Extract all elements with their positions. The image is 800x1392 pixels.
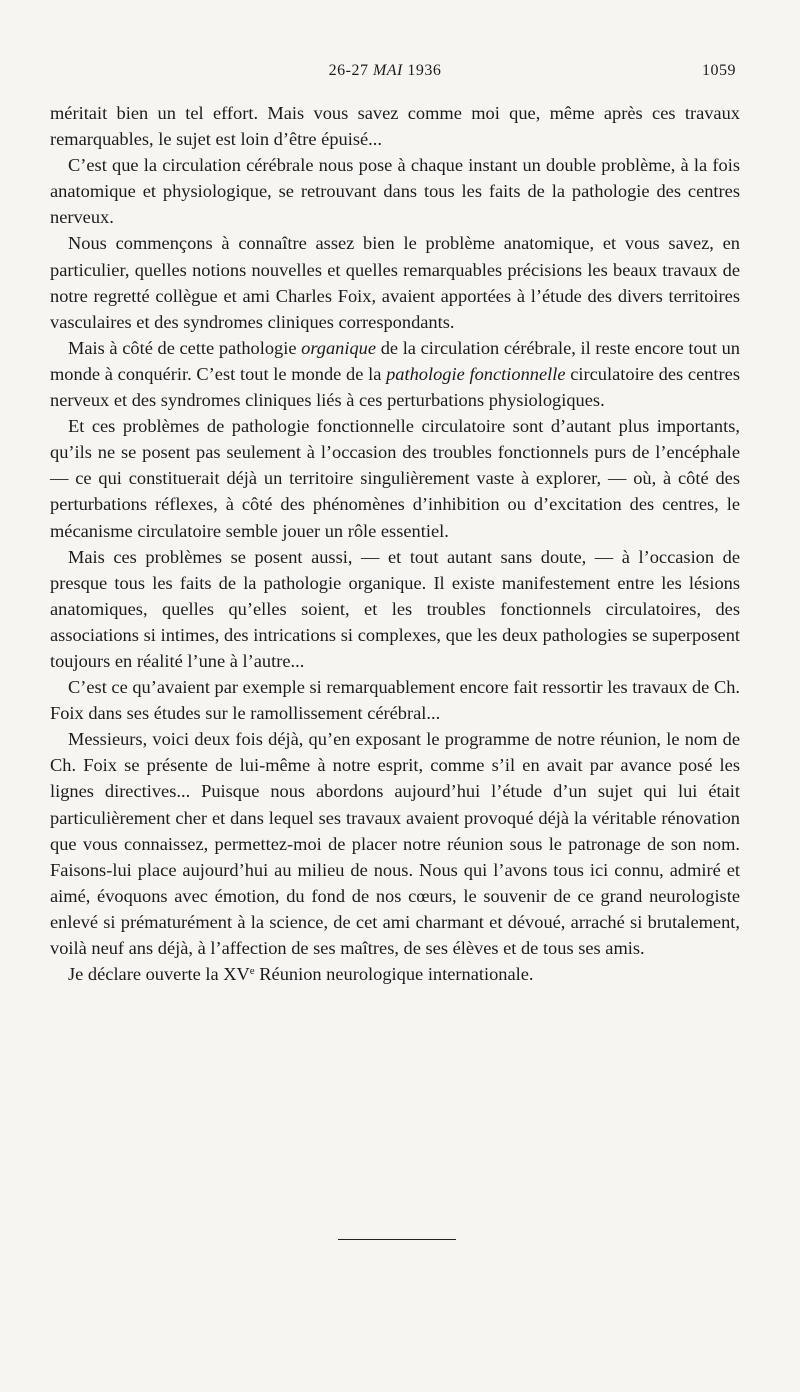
body-text [50,100,740,987]
superscript-e: e [249,965,255,978]
paragraph-8: Messieurs, voici deux fois déjà, qu’en exposant le programme de notre réunion, le nom de Ch. Foix se présente de lui-même à notre esprit, comme s’il en avait par avance posé les lignes directives... Puisque nous abordons aujourd’hui l’étude d’un sujet qui lui était particulièrement cher et dans lequel ses travaux avaient provoqué déjà la véritable rénovation que vous connaissez, permettez-moi de placer notre réunion sous le patronage de son nom. Faisons-lui place aujourd’hui au milieu de nous. Nous qui l’avons tous ici connu, admiré et aimé, évoquons avec émotion, du fond de nos cœurs, le souvenir de ce grand neurologiste enlevé si prématurément à la science, de cet ami charmant et dévoué, arraché si brutalement, voilà neuf ans déjà, à l’affection de ses maîtres, de ses élèves et de tous ses amis. [50,729,740,958]
paragraph-4-part-2: de la circulation cérébrale, il reste encore tout un monde à conquérir. C’est tout le monde de la [50,337,740,384]
paragraph-9 [50,961,740,987]
paragraph-4-italic-pathologie-fonctionnelle: pathologie fonctionnelle [386,363,566,384]
paragraph-9-part-1: Je déclare ouverte la XV [68,964,250,985]
paragraph-2: C’est que la circulation cérébrale nous pose à chaque instant un double problème, à la fois anatomique et physiologique, se retrouvant dans tous les faits de la pathologie des centres nerveux. [50,155,740,228]
closing-rule [338,1239,456,1240]
paragraph-4-part-1: Mais à côté de cette pathologie [68,337,302,358]
paragraph-4-italic-organique: organique [301,337,377,358]
paragraph-4-part-3: circulatoire des centres nerveux et des syndromes cliniques liés à ces perturbations physiologiques. [50,363,740,411]
paragraph-9-part-2: Réunion neurologique internationale. [254,964,534,985]
paragraph-6: Mais ces problèmes se posent aussi, — et tout autant sans doute, — à l’occasion de presque tous les faits de la pathologie organique. Il existe manifestement entre les lésions anatomiques, quelles qu’elles soient, et les troubles fonctionnels circulatoires, des associations si intimes, des intrications si complexes, que les deux pathologies se superposent toujours en réalité l’une à l’autre... [50,546,740,671]
paragraph-5: Et ces problèmes de pathologie fonctionnelle circulatoire sont d’autant plus importants, qu’ils ne se posent pas seulement à l’occasion des troubles fonctionnels purs de l’encéphale — ce qui constituerait déjà un territoire singulièrement vaste à explorer, — où, à côté des perturbations réflexes, à côté des phénomènes d’inhibition ou d’excitation des centres, le mécanisme circulatoire semble jouer un rôle essentiel. [50,416,740,541]
header-date-month: MAI [372,62,403,79]
paragraph-1: méritait bien un tel effort. Mais vous savez comme moi que, même après ces travaux remarquables, le sujet est loin d’être épuisé... [50,103,740,150]
header-date-year: 1936 [407,62,442,79]
running-header [0,62,800,86]
header-date-days: 26-27 [328,62,369,79]
header-date [0,62,770,80]
paragraph-4 [50,335,740,413]
page-number: 1059 [702,62,736,79]
paragraph-7: C’est ce qu’avaient par exemple si remarquablement encore fait ressortir les travaux de Ch. Foix dans ses études sur le ramollissement cérébral... [50,677,741,724]
paragraph-3: Nous commençons à connaître assez bien le problème anatomique, et vous savez, en particulier, quelles notions nouvelles et quelles remarquables précisions les beaux travaux de notre regretté collègue et ami Charles Foix, avaient apportées à l’étude des divers territoires vasculaires et des syndromes cliniques correspondants. [50,233,740,332]
